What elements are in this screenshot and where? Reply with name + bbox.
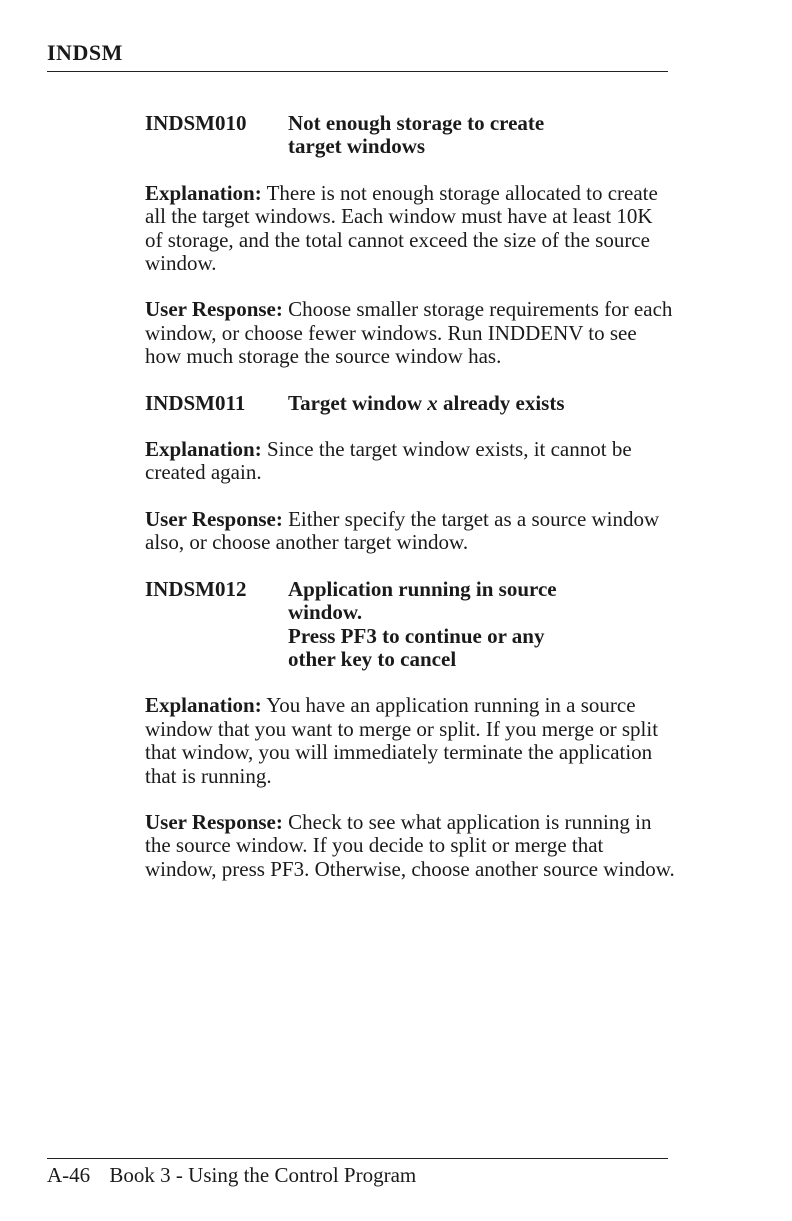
user-response-label: User Response: bbox=[145, 506, 283, 531]
explanation-label: Explanation: bbox=[145, 437, 262, 462]
message-title-line: Application running in source bbox=[288, 576, 557, 601]
page-footer bbox=[47, 1158, 668, 1187]
user-response-paragraph bbox=[145, 811, 675, 881]
message-heading bbox=[145, 578, 675, 672]
explanation-text: You have an application running in a source window that you want to merge or split. If you merge or split that window, you will immediately terminate the application that is running. bbox=[145, 693, 659, 788]
page-header bbox=[47, 38, 668, 72]
message-id: INDSM011 bbox=[145, 390, 246, 415]
user-response-text: Check to see what application is running in the source window. If you decide to split or merge that window, press PF3. Otherwise, choose another source window. bbox=[145, 809, 675, 881]
explanation-label: Explanation: bbox=[145, 180, 262, 205]
section-title: INDSM bbox=[47, 40, 123, 65]
message-title bbox=[288, 112, 544, 159]
variable-placeholder: x bbox=[427, 390, 438, 415]
explanation-paragraph bbox=[145, 438, 675, 485]
user-response-text: Choose smaller storage requirements for each window, or choose fewer windows. Run INDDENV to see how much storage the source window has. bbox=[145, 297, 673, 369]
message-id: INDSM010 bbox=[145, 111, 247, 135]
message-list bbox=[145, 112, 675, 904]
book-title: Book 3 - Using the Control Program bbox=[109, 1163, 417, 1187]
user-response-paragraph bbox=[145, 508, 675, 555]
message-title-line: window. bbox=[288, 600, 363, 625]
message-title bbox=[288, 392, 565, 415]
explanation-paragraph bbox=[145, 694, 675, 788]
user-response-label: User Response: bbox=[145, 809, 283, 834]
user-response-paragraph bbox=[145, 298, 675, 368]
explanation-text: There is not enough storage allocated to create all the target windows. Each window must have at least 10K of storage, and the total cannot exceed the size of the source window. bbox=[145, 180, 658, 276]
message-heading bbox=[145, 112, 675, 159]
user-response-text: Either specify the target as a source window also, or choose another target window. bbox=[145, 506, 660, 555]
explanation-label: Explanation: bbox=[145, 693, 262, 718]
message-id: INDSM012 bbox=[145, 576, 247, 601]
explanation-text: Since the target window exists, it cannot be created again. bbox=[145, 437, 632, 485]
page-number: A-46 bbox=[47, 1163, 91, 1187]
footer-text bbox=[47, 1163, 416, 1188]
user-response-label: User Response: bbox=[145, 297, 283, 322]
message-title-line: Not enough storage to create bbox=[288, 111, 545, 135]
message-title bbox=[288, 578, 557, 672]
message-title-line: Press PF3 to continue or any bbox=[288, 623, 545, 648]
message-title-line: other key to cancel bbox=[288, 646, 457, 671]
message-title-line: Target window x already exists bbox=[288, 390, 565, 415]
message-heading bbox=[145, 392, 675, 415]
explanation-paragraph bbox=[145, 182, 675, 276]
message-title-line: target windows bbox=[288, 134, 426, 159]
